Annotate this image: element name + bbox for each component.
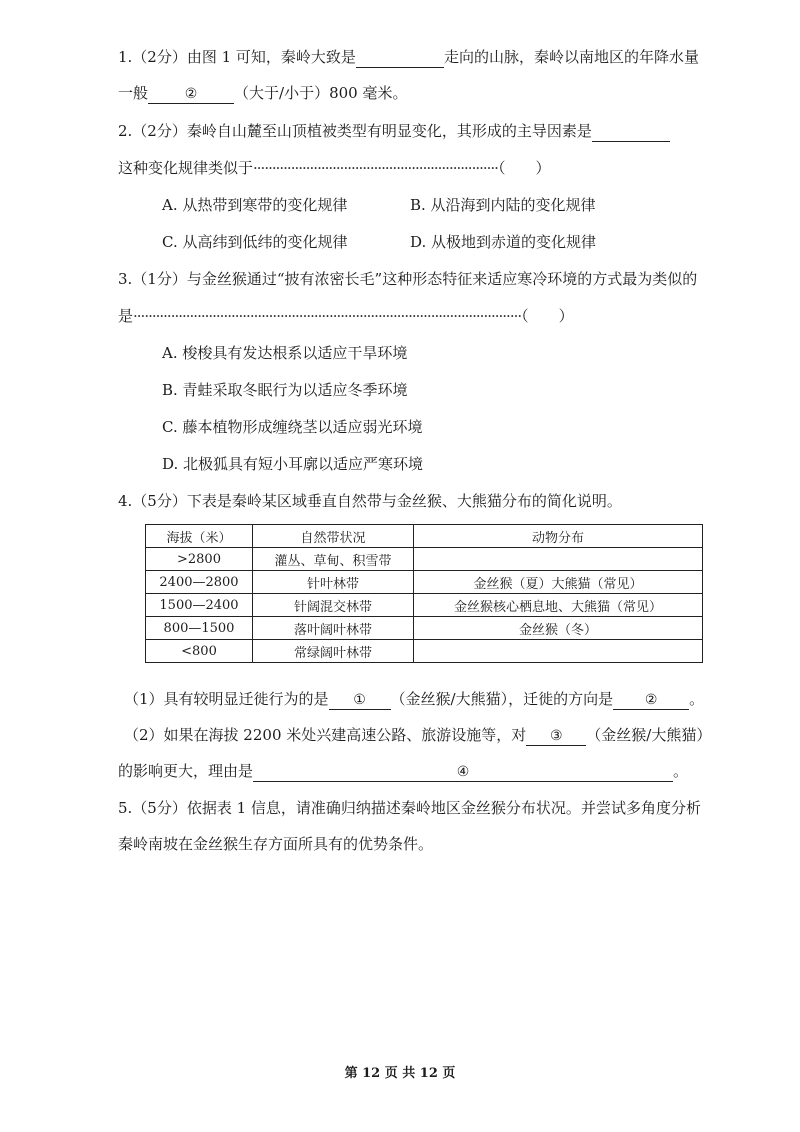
q3-line2	[118, 305, 574, 327]
q1-text-suffix: 走向的山脉，秦岭以南地区的年降水量	[443, 48, 699, 66]
q3-option-c[interactable]: C. 藤本植物形成缠绕茎以适应弱光环境	[162, 418, 423, 436]
q2-option-c[interactable]: C. 从高纬到低纬的变化规律	[162, 233, 348, 251]
q3-answer-paren[interactable]: （ ）	[521, 307, 574, 325]
q2-option-a[interactable]: A. 从热带到寒带的变化规律	[162, 196, 348, 214]
vegetation-table	[145, 524, 703, 663]
q2-option-b[interactable]: B. 从沿海到内陆的变化规律	[410, 196, 596, 214]
table-cell-zone: 落叶阔叶林带	[253, 617, 414, 640]
q1-line1	[118, 46, 699, 68]
table-cell-animal: 金丝猴核心栖息地、大熊猫（常见）	[414, 594, 703, 617]
q4-sub1-prefix: （1）具有较明显迁徙行为的是	[124, 690, 329, 708]
table-cell-altitude: 1500—2400	[146, 594, 253, 617]
table-cell-zone: 针阔混交林带	[253, 594, 414, 617]
table-cell-altitude: >2800	[146, 548, 253, 571]
table-cell-altitude: 800—1500	[146, 617, 253, 640]
q4-sub1-end: 。	[689, 690, 705, 708]
table-row	[146, 617, 703, 640]
q2-line1	[118, 120, 670, 142]
q5-line2: 秦岭南坡在金丝猴生存方面所具有的优势条件。	[118, 835, 434, 853]
table-cell-animal: 金丝猴（夏）大熊猫（常见）	[414, 571, 703, 594]
q1-line2-suffix: （大于/小于）800 毫米。	[234, 84, 408, 102]
q1-line2-prefix: 一般	[118, 84, 149, 102]
q4-blank-1[interactable]: ①	[329, 691, 391, 710]
table-row	[146, 548, 703, 571]
table-cell-zone: 灌丛、草甸、积雪带	[253, 548, 414, 571]
q1-line2	[118, 82, 407, 104]
q3-line2-text: 是	[118, 307, 134, 325]
table-row	[146, 594, 703, 617]
q4-sub2-line2-prefix: 的影响更大，理由是	[118, 762, 254, 780]
q2-line2	[118, 157, 550, 179]
q4-blank-3[interactable]: ③	[526, 727, 586, 746]
table-header-altitude: 海拔（米）	[146, 525, 253, 548]
q1-text-prefix: 1.（2分）由图 1 可知，秦岭大致是	[118, 48, 356, 66]
q2-option-d[interactable]: D. 从极地到赤道的变化规律	[410, 233, 597, 251]
table-cell-animal	[414, 640, 703, 663]
table-cell-zone: 针叶林带	[253, 571, 414, 594]
table-cell-zone: 常绿阔叶林带	[253, 640, 414, 663]
q4-sub1-mid: （金丝猴/大熊猫），迁徙的方向是	[390, 690, 614, 708]
q2-answer-paren[interactable]: （ ）	[497, 159, 551, 177]
table-cell-altitude: 2400—2800	[146, 571, 253, 594]
q1-blank-1[interactable]	[356, 49, 444, 68]
q4-sub2-line2	[118, 760, 688, 782]
q2-text: 2.（2分）秦岭自山麓至山顶植被类型有明显变化，其形成的主导因素是	[118, 122, 592, 140]
q3-line1: 3.（1分）与金丝猴通过“披有浓密长毛”这种形态特征来适应寒冷环境的方式最为类似的	[118, 270, 698, 288]
q4-blank-4[interactable]: ④	[253, 763, 673, 782]
q4-sub2-suffix: （金丝猴/大熊猫）	[586, 726, 712, 744]
q4-sub1	[124, 688, 704, 710]
table-cell-altitude: <800	[146, 640, 253, 663]
table-header-animal: 动物分布	[414, 525, 703, 548]
q2-line2-text: 这种变化规律类似于	[118, 159, 254, 177]
table-header-row	[146, 525, 703, 548]
q1-blank-2[interactable]: ②	[148, 85, 234, 104]
q3-dot-leader: ·······································································································	[133, 307, 522, 325]
q4-sub2	[124, 724, 711, 746]
q4-blank-2[interactable]: ②	[613, 691, 689, 710]
q3-option-d[interactable]: D. 北极狐具有短小耳廓以适应严寒环境	[162, 455, 424, 473]
q4-intro: 4.（5分）下表是秦岭某区域垂直自然带与金丝猴、大熊猫分布的简化说明。	[118, 492, 622, 510]
q4-sub2-line2-end: 。	[673, 762, 689, 780]
q2-dot-leader: ·································································	[253, 159, 498, 177]
table-row	[146, 640, 703, 663]
q2-blank[interactable]	[592, 123, 670, 142]
table-cell-animal: 金丝猴（冬）	[414, 617, 703, 640]
q4-sub2-prefix: （2）如果在海拔 2200 米处兴建高速公路、旅游设施等，对	[124, 726, 527, 744]
q3-option-a[interactable]: A. 梭梭具有发达根系以适应干旱环境	[162, 344, 408, 362]
table-cell-animal	[414, 548, 703, 571]
q3-option-b[interactable]: B. 青蛙采取冬眠行为以适应冬季环境	[162, 381, 408, 399]
q5-line1: 5.（5分）依据表 1 信息，请准确归纳描述秦岭地区金丝猴分布状况。并尝试多角度分析	[118, 799, 701, 817]
table-header-zone: 自然带状况	[253, 525, 414, 548]
table-row	[146, 571, 703, 594]
page-number: 第 12 页 共 12 页	[344, 1066, 456, 1081]
